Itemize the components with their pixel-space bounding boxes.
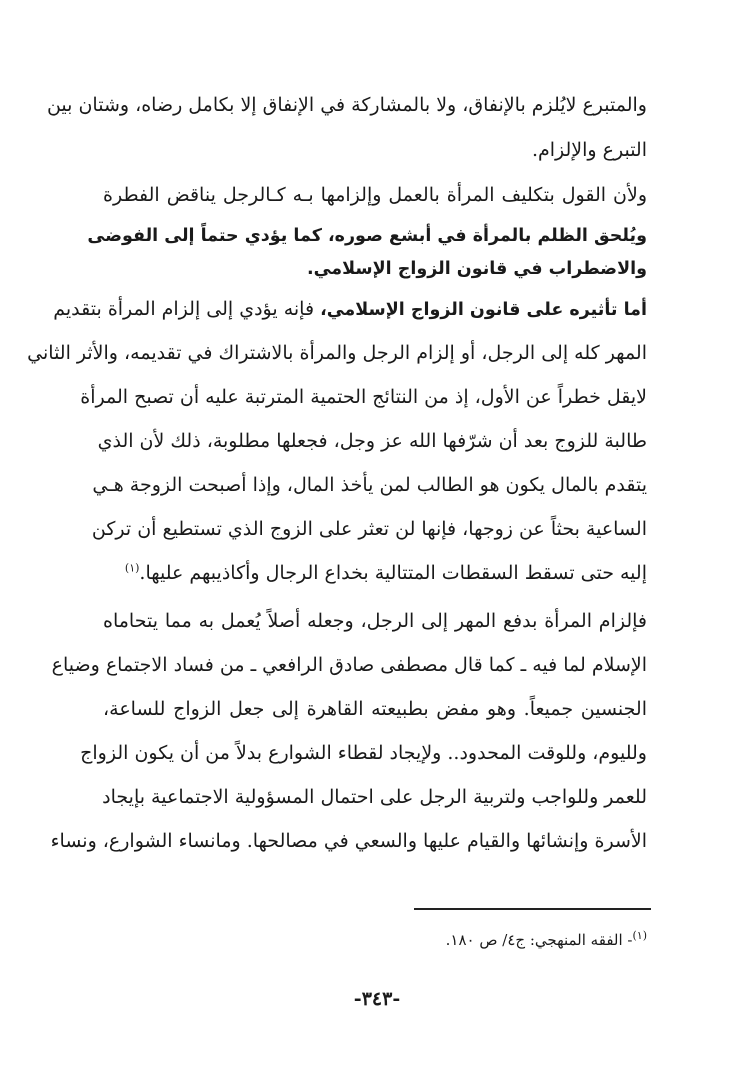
- text-line: يتقدم بالمال يكون هو الطالب لمن يأخذ المال، وإذا أصبحت الزوجة هـي: [92, 474, 647, 496]
- text-line: فإلزام المرأة بدفع المهر إلى الرجل، وجعله أصلاً يُعمل به مما يتحاماه: [103, 610, 647, 632]
- text-line: طالبة للزوج بعد أن شرّفها الله عز وجل، فجعلها مطلوبة، ذلك لأن الذي: [97, 430, 647, 452]
- text-line: ولليوم، وللوقت المحدود.. ولإيجاد لقطاء الشوارع بدلاً من أن يكون الزواج: [80, 742, 647, 764]
- footnote-marker: (١): [632, 929, 647, 942]
- footnote: [247, 928, 647, 952]
- text-line: التبرع والإلزام.: [531, 139, 647, 161]
- page-number: -٣٤٣-: [353, 988, 401, 1010]
- text-line: ولأن القول بتكليف المرأة بالعمل وإلزامها بـه كـالرجل يناقض الفطرة: [103, 184, 647, 206]
- text-line: والمتبرع لايُلزم بالإنفاق، ولا بالمشاركة في الإنفاق إلا بكامل رضاه، وشتان بين: [46, 94, 647, 116]
- text-line: لايقل خطراً عن الأول، إذ من النتائج الحتمية المترتبة عليه أن تصبح المرأة: [80, 386, 647, 408]
- bold-lead-phrase: أما تأثيره على قانون الزواج الإسلامي،: [320, 300, 647, 320]
- text-line: الجنسين جميعاً. وهو مفض بطبيعته القاهرة إلى جعل الزواج للساعة،: [103, 698, 647, 720]
- text-run: إليه حتى تسقط السقطات المتتالية بخداع الرجال وأكاذيبهم عليها.: [139, 562, 647, 584]
- footnote-separator: [414, 908, 651, 910]
- text-line: المهر كله إلى الرجل، أو إلزام الرجل والمرأة بالاشتراك في تقديمه، والأثر الثاني: [27, 342, 647, 364]
- footnote-reference[interactable]: (١): [124, 561, 140, 575]
- footnote-text: - الفقه المنهجي: ج٤/ ص ١٨٠.: [445, 931, 633, 949]
- text-line: [53, 294, 647, 324]
- text-line: الساعية بحثاً عن زوجها، فإنها لن تعثر على الزوج الذي تستطيع أن تركن: [91, 518, 647, 540]
- text-line: [103, 558, 647, 588]
- text-line: الأسرة وإنشائها والقيام عليها والسعي في مصالحها. ومانساء الشوارع، ونساء: [50, 830, 647, 852]
- text-line: للعمر وللواجب ولتربية الرجل على احتمال المسؤولية الاجتماعية بإيجاد: [102, 786, 647, 808]
- text-line: الإسلام لما فيه ـ كما قال مصطفى صادق الرافعي ـ من فساد الاجتماع وضياع: [51, 654, 647, 676]
- bold-text-line: ويُلحق الظلم بالمرأة في أبشع صوره، كما يؤدي حتماً إلى الفوضى: [87, 226, 647, 246]
- text-run: فإنه يؤدي إلى إلزام المرأة بتقديم: [53, 298, 321, 320]
- bold-text-line: والاضطراب في قانون الزواج الإسلامي.: [306, 259, 647, 279]
